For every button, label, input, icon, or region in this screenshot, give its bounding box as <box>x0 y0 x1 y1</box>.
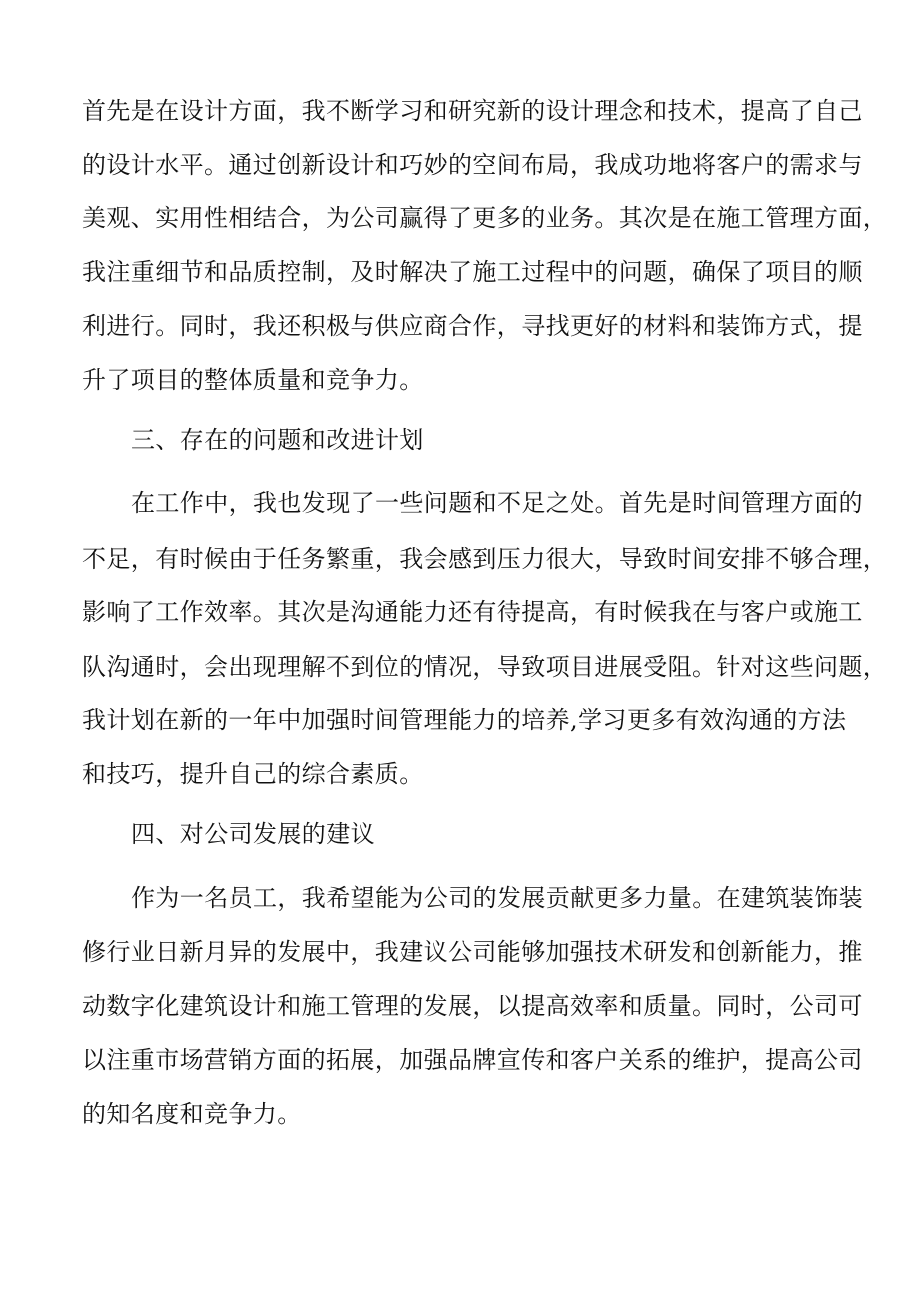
paragraph-2-line: 我计划在新的一年中加强时间管理能力的培养,学习更多有效沟通的方法 <box>82 706 847 734</box>
paragraph-2-line: 影响了工作效率。其次是沟通能力还有待提高，有时候我在与客户或施工 <box>82 598 863 626</box>
paragraph-1-line: 升了项目的整体质量和竞争力。 <box>82 366 424 394</box>
paragraph-1-line: 我注重细节和品质控制，及时解决了施工过程中的问题，确保了项目的顺 <box>82 258 863 286</box>
paragraph-1-line: 美观、实用性相结合，为公司赢得了更多的业务。其次是在施工管理方面， <box>82 204 888 232</box>
paragraph-3-line: 以注重市场营销方面的拓展，加强品牌宣传和客户关系的维护，提高公司 <box>82 1046 863 1074</box>
paragraph-2-line: 队沟通时，会出现理解不到位的情况，导致项目进展受阻。针对这些问题， <box>82 653 888 681</box>
paragraph-3-line: 动数字化建筑设计和施工管理的发展，以提高效率和质量。同时，公司可 <box>82 992 863 1020</box>
paragraph-1-line: 的设计水平。通过创新设计和巧妙的空间布局，我成功地将客户的需求与 <box>82 151 863 179</box>
paragraph-2-line: 不足，有时候由于任务繁重，我会感到压力很大，导致时间安排不够合理， <box>82 545 888 573</box>
paragraph-3-line: 修行业日新月异的发展中，我建议公司能够加强技术研发和创新能力，推 <box>82 938 863 966</box>
section-heading-issues: 三、存在的问题和改进计划 <box>131 426 424 454</box>
paragraph-3-line: 作为一名员工，我希望能为公司的发展贡献更多力量。在建筑装饰装 <box>131 884 863 912</box>
paragraph-2-line: 在工作中，我也发现了一些问题和不足之处。首先是时间管理方面的 <box>131 489 863 517</box>
section-heading-suggestions: 四、对公司发展的建议 <box>131 820 375 848</box>
paragraph-2-line: 和技巧，提升自己的综合素质。 <box>82 760 424 788</box>
paragraph-1-line: 利进行。同时，我还积极与供应商合作，寻找更好的材料和装饰方式，提 <box>82 312 863 340</box>
paragraph-3-line: 的知名度和竞争力。 <box>82 1100 302 1128</box>
paragraph-1-line: 首先是在设计方面，我不断学习和研究新的设计理念和技术，提高了自己 <box>82 97 863 125</box>
